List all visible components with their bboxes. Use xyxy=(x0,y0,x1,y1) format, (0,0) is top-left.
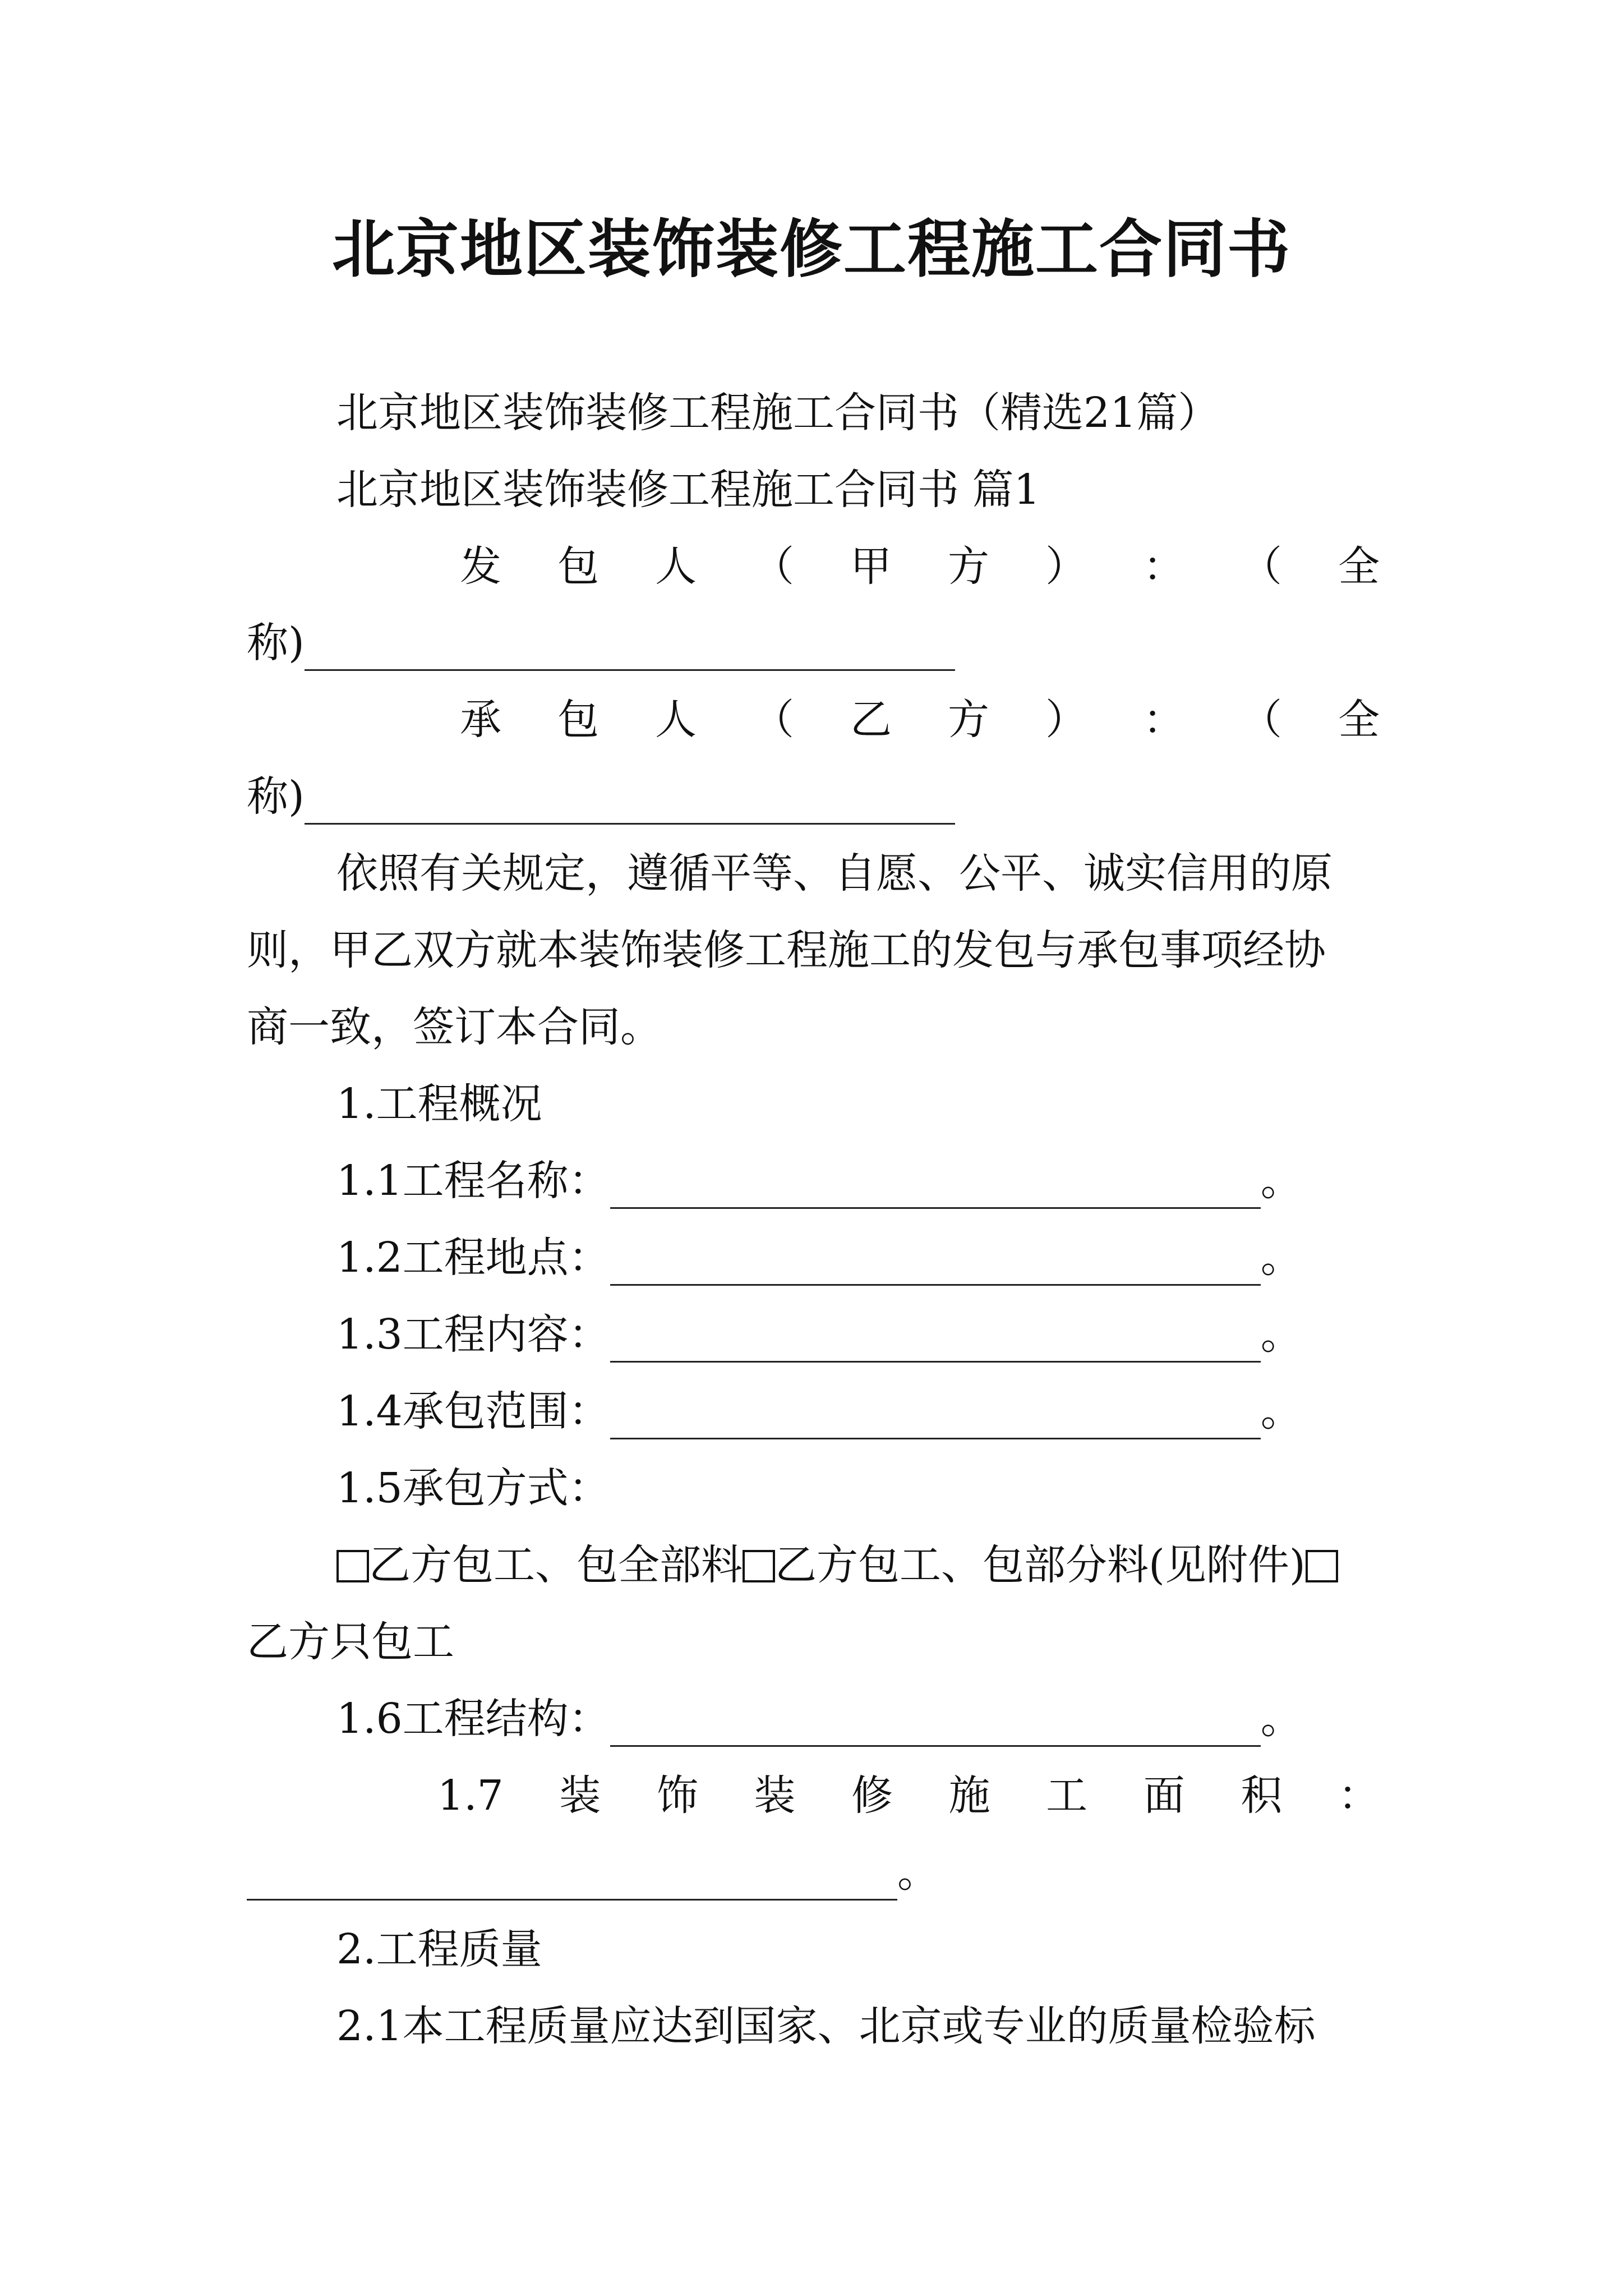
item-1-3: 1.3工程内容： 。 xyxy=(336,1306,1302,1363)
project-location-blank[interactable] xyxy=(610,1239,1261,1286)
checkbox-full-materials[interactable] xyxy=(336,1550,369,1582)
intro-line-2: 则，甲乙双方就本装饰装修工程施工的发包与承包事项经协 xyxy=(247,926,1326,974)
item-1-4: 1.4承包范围： 。 xyxy=(336,1383,1302,1439)
party-b-fullname-row: 称) xyxy=(247,769,955,825)
item-1-7-label: 1.7 装 饰 装 修 施 工 面 积 ： xyxy=(437,1772,1380,1820)
item-1-6: 1.6工程结构： 。 xyxy=(336,1691,1302,1747)
party-a-fullname-row: 称) xyxy=(247,615,955,671)
intro-line-3: 商一致，签订本合同。 xyxy=(247,1003,662,1051)
party-b-fullname-blank[interactable] xyxy=(305,778,955,825)
project-content-blank[interactable] xyxy=(610,1316,1261,1363)
project-name-blank[interactable] xyxy=(610,1162,1261,1209)
party-a-label: 发 包 人 （ 甲 方 ） ： （ 全 xyxy=(460,542,1380,591)
chapter-heading: 北京地区装饰装修工程施工合同书 篇1 xyxy=(336,466,1040,514)
option-partial-materials: 乙方包工、包部分料(见附件) xyxy=(775,1541,1306,1589)
item-2-1: 2.1本工程质量应达到国家、北京或专业的质量检验标 xyxy=(336,2002,1316,2050)
checkbox-partial-materials[interactable] xyxy=(743,1550,775,1582)
method-options-row xyxy=(336,1537,1338,1593)
option-full-materials: 乙方包工、包全部料 xyxy=(369,1541,743,1589)
contract-scope-blank[interactable] xyxy=(610,1393,1261,1439)
party-b-label: 承 包 人 （ 乙 方 ） ： （ 全 xyxy=(460,696,1380,744)
area-row: 。 xyxy=(247,1844,939,1901)
construction-area-blank[interactable] xyxy=(247,1854,897,1901)
document-title: 北京地区装饰装修工程施工合同书 xyxy=(332,213,1291,286)
section-1-heading: 1.工程概况 xyxy=(336,1080,542,1128)
option-labor-only: 乙方只包工 xyxy=(247,1618,454,1666)
item-1-1: 1.1工程名称： 。 xyxy=(336,1153,1302,1209)
project-structure-blank[interactable] xyxy=(610,1700,1261,1747)
item-1-2: 1.2工程地点： 。 xyxy=(336,1230,1302,1286)
section-2-heading: 2.工程质量 xyxy=(336,1925,542,1973)
checkbox-labor-only[interactable] xyxy=(1306,1550,1338,1582)
intro-line-1: 依照有关规定，遵循平等、自愿、公平、诚实信用的原 xyxy=(336,849,1332,898)
item-1-5: 1.5承包方式： xyxy=(336,1464,610,1512)
party-a-fullname-blank[interactable] xyxy=(305,624,955,671)
subtitle: 北京地区装饰装修工程施工合同书（精选21篇） xyxy=(336,389,1220,437)
